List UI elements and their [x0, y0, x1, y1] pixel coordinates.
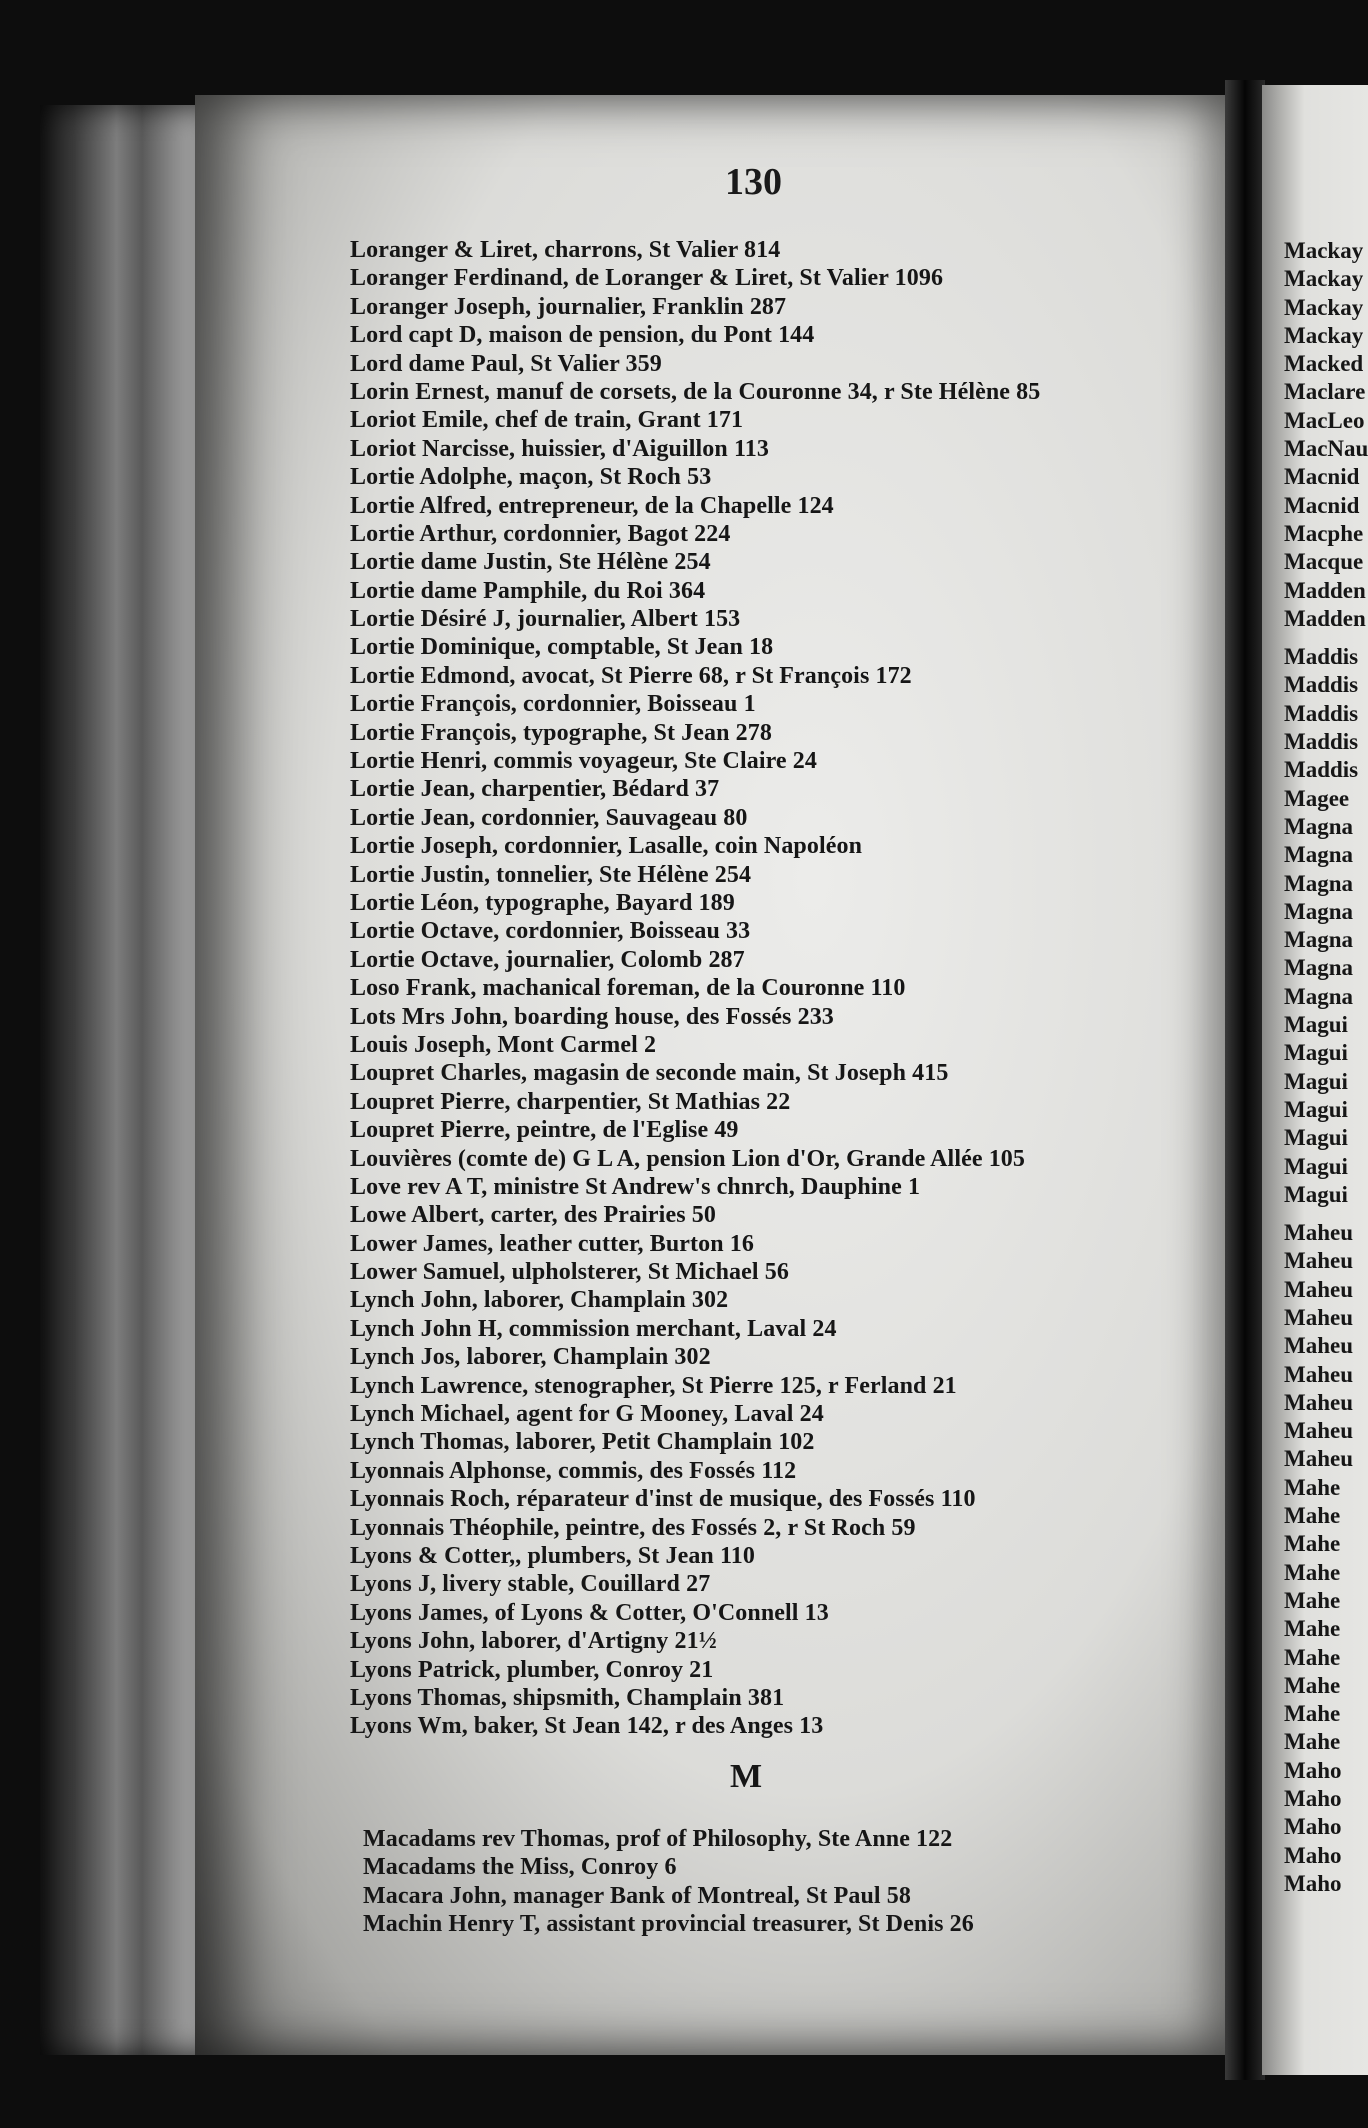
directory-entry: Lynch Thomas, laborer, Petit Champlain 102 [350, 1429, 815, 1456]
right-page-fragment: Maddis [1284, 700, 1359, 726]
directory-entry: Lortie Henri, commis voyageur, Ste Claire 24 [350, 748, 817, 775]
book-gutter [1225, 80, 1265, 2080]
right-page-fragment: Magui [1284, 1040, 1348, 1066]
directory-entry: Lyonnais Roch, réparateur d'inst de musique, des Fossés 110 [350, 1486, 976, 1513]
directory-entry: Lynch John H, commission merchant, Laval 24 [350, 1315, 837, 1342]
right-page-fragment: Maheu [1284, 1248, 1353, 1274]
right-page-fragment: Mahe [1284, 1616, 1341, 1642]
right-page-fragment: Magui [1284, 1068, 1348, 1094]
right-page-fragment: Maheu [1284, 1361, 1353, 1387]
directory-entry: Lowe Albert, carter, des Prairies 50 [350, 1202, 716, 1229]
directory-entry: Lortie Dominique, comptable, St Jean 18 [350, 634, 774, 661]
directory-entry: Loso Frank, machanical foreman, de la Couronne 110 [350, 975, 906, 1002]
right-page-fragment: Maho [1284, 1814, 1342, 1840]
directory-entry: Macadams rev Thomas, prof of Philosophy, Ste Anne 122 [363, 1826, 953, 1852]
right-page-fragment: Mackay [1284, 238, 1364, 263]
right-page-fragment: Mahe [1284, 1644, 1341, 1670]
right-page-fragment: Maheu [1284, 1333, 1353, 1359]
directory-entry: Love rev A T, ministre St Andrew's chnrch, Dauphine 1 [350, 1173, 921, 1200]
right-page-fragment: Mahe [1284, 1587, 1341, 1613]
right-page-fragment: Maheu [1284, 1304, 1353, 1330]
right-page-fragment: Magna [1284, 842, 1353, 868]
directory-entry: Lynch Lawrence, stenographer, St Pierre 125, r Ferland 21 [350, 1372, 957, 1399]
directory-entry: Lortie Alfred, entrepreneur, de la Chapelle 124 [350, 492, 834, 519]
right-page-fragment: Magui [1284, 1153, 1348, 1179]
right-page-fragment: Magui [1284, 1181, 1348, 1207]
right-page-fragment: Magna [1284, 955, 1353, 981]
directory-entry: Lortie Joseph, cordonnier, Lasalle, coin Napoléon [350, 833, 863, 860]
right-page-fragment: Maheu [1284, 1389, 1353, 1415]
section-heading-m: M [730, 1758, 763, 1795]
right-page-fragment: Mahe [1284, 1672, 1341, 1698]
directory-entry: Lyons Patrick, plumber, Conroy 21 [350, 1656, 714, 1683]
directory-entry: Lord capt D, maison de pension, du Pont 144 [350, 322, 815, 349]
directory-entry: Lortie Octave, cordonnier, Boisseau 33 [350, 918, 751, 945]
right-page-fragment: Macnid [1284, 464, 1360, 490]
directory-entry: Loranger & Liret, charrons, St Valier 814 [350, 237, 781, 263]
directory-entries-m [363, 1825, 1223, 1939]
right-page-fragment: Magee [1284, 785, 1350, 811]
directory-entry: Lortie dame Pamphile, du Roi 364 [350, 577, 706, 604]
right-page-fragment: Magna [1284, 927, 1353, 953]
directory-entry: Lyonnais Alphonse, commis, des Fossés 112 [350, 1457, 797, 1484]
directory-entry: Lortie Léon, typographe, Bayard 189 [350, 889, 735, 916]
right-page-fragment: Magna [1284, 898, 1353, 924]
right-page-fragment: Maheu [1284, 1446, 1353, 1472]
right-page-fragment: Mackay [1284, 266, 1364, 292]
right-page [1262, 85, 1368, 2075]
directory-entries-l [350, 236, 1210, 1741]
directory-entry: Lortie Justin, tonnelier, Ste Hélène 254 [350, 861, 752, 888]
directory-entry: Loupret Pierre, peintre, de l'Eglise 49 [350, 1117, 739, 1144]
directory-entry: Loranger Ferdinand, de Loranger & Liret, St Valier 1096 [350, 265, 944, 292]
right-page-fragment: MacNau [1284, 436, 1368, 462]
right-page-fragment: Magui [1284, 1096, 1348, 1122]
right-page-fragment: Mahe [1284, 1503, 1341, 1529]
directory-entry: Lower Samuel, ulpholsterer, St Michael 56 [350, 1259, 789, 1286]
directory-entry: Lynch John, laborer, Champlain 302 [350, 1287, 729, 1314]
directory-entry: Lortie Edmond, avocat, St Pierre 68, r St François 172 [350, 662, 912, 689]
right-page-fragment: Macked [1284, 351, 1364, 377]
right-page-fragment: Maheu [1284, 1418, 1353, 1444]
directory-entry: Lyonnais Théophile, peintre, des Fossés 2, r St Roch 59 [350, 1514, 916, 1541]
directory-entry: Loupret Charles, magasin de seconde main, St Joseph 415 [350, 1060, 949, 1087]
directory-entry: Loriot Narcisse, huissier, d'Aiguillon 113 [350, 435, 769, 462]
right-page-fragment: MacLeo [1284, 407, 1365, 433]
directory-entry: Lyons James, of Lyons & Cotter, O'Connell 13 [350, 1599, 829, 1626]
right-page-fragment: Magna [1284, 870, 1353, 896]
directory-entry: Lortie François, typographe, St Jean 278 [350, 719, 772, 746]
directory-entry: Macara John, manager Bank of Montreal, St Paul 58 [363, 1882, 912, 1909]
directory-entry: Lord dame Paul, St Valier 359 [350, 350, 662, 377]
directory-entry: Loriot Emile, chef de train, Grant 171 [350, 407, 744, 434]
right-page-fragment: Magna [1284, 813, 1353, 839]
right-page-fragment: Macnid [1284, 492, 1360, 518]
right-page-fragment: Maho [1284, 1786, 1342, 1812]
right-page-fragment: Mahe [1284, 1531, 1341, 1557]
directory-entry: Lynch Michael, agent for G Mooney, Laval 24 [350, 1401, 824, 1428]
directory-entry: Lyons & Cotter,, plumbers, St Jean 110 [350, 1542, 755, 1569]
directory-entry: Lortie Jean, charpentier, Bédard 37 [350, 776, 720, 803]
directory-entry: Lortie Arthur, cordonnier, Bagot 224 [350, 520, 731, 547]
directory-entry: Lortie Adolphe, maçon, St Roch 53 [350, 464, 712, 491]
right-page-fragment: Macque [1284, 549, 1364, 575]
right-page-fragment: Maddis [1284, 644, 1359, 670]
directory-entry: Lyons John, laborer, d'Artigny 21½ [350, 1628, 717, 1655]
directory-entry: Lots Mrs John, boarding house, des Fossés 233 [350, 1003, 834, 1030]
directory-entry: Lyons Thomas, shipsmith, Champlain 381 [350, 1684, 785, 1711]
right-page-fragment: Maheu [1284, 1220, 1353, 1246]
directory-entry: Machin Henry T, assistant provincial treasurer, St Denis 26 [363, 1911, 974, 1938]
directory-entry: Lower James, leather cutter, Burton 16 [350, 1230, 754, 1257]
right-page-fragment: Mahe [1284, 1701, 1341, 1727]
directory-entry: Macadams the Miss, Conroy 6 [363, 1854, 677, 1881]
right-page-fragment: Maclare [1284, 379, 1366, 405]
right-page-fragment: Madden [1284, 605, 1366, 631]
directory-entry: Lortie Octave, journalier, Colomb 287 [350, 946, 745, 973]
book-page-edges [40, 105, 210, 2055]
right-page-fragment: Mahe [1284, 1729, 1341, 1755]
right-page-fragment: Mackay [1284, 322, 1364, 348]
right-page-fragment: Maheu [1284, 1276, 1353, 1302]
directory-entry: Lynch Jos, laborer, Champlain 302 [350, 1344, 711, 1371]
directory-entry: Lortie François, cordonnier, Boisseau 1 [350, 691, 756, 718]
directory-entry: Loupret Pierre, charpentier, St Mathias 22 [350, 1088, 791, 1115]
right-page-fragment: Maho [1284, 1870, 1342, 1896]
right-page-fragment-list [1284, 237, 1368, 1898]
directory-entry: Lorin Ernest, manuf de corsets, de la Couronne 34, r Ste Hélène 85 [350, 378, 1041, 405]
right-page-fragment: Madden [1284, 577, 1366, 603]
directory-entry: Lortie dame Justin, Ste Hélène 254 [350, 549, 711, 576]
right-page-fragment: Magui [1284, 1012, 1348, 1038]
right-page-fragment: Maho [1284, 1757, 1342, 1783]
page-number: 130 [725, 161, 782, 203]
directory-entry: Lyons Wm, baker, St Jean 142, r des Anges 13 [350, 1713, 824, 1740]
directory-entry: Lyons J, livery stable, Couillard 27 [350, 1571, 711, 1598]
directory-entry: Louvières (comte de) G L A, pension Lion d'Or, Grande Allée 105 [350, 1145, 1025, 1172]
directory-entry: Louis Joseph, Mont Carmel 2 [350, 1031, 657, 1058]
right-page-fragment: Maddis [1284, 729, 1359, 755]
right-page-fragment: Maho [1284, 1842, 1342, 1868]
right-page-fragment: Macphe [1284, 520, 1364, 546]
right-page-fragment: Mackay [1284, 294, 1364, 320]
right-page-fragment: Magui [1284, 1125, 1348, 1151]
right-page-fragment: Magna [1284, 983, 1353, 1009]
directory-entry: Loranger Joseph, journalier, Franklin 287 [350, 293, 787, 320]
directory-entry: Lortie Désiré J, journalier, Albert 153 [350, 606, 741, 633]
right-page-fragment: Mahe [1284, 1559, 1341, 1585]
right-page-fragment: Maddis [1284, 757, 1359, 783]
directory-entry: Lortie Jean, cordonnier, Sauvageau 80 [350, 804, 748, 831]
right-page-fragment: Mahe [1284, 1474, 1341, 1500]
right-page-fragment: Maddis [1284, 672, 1359, 698]
